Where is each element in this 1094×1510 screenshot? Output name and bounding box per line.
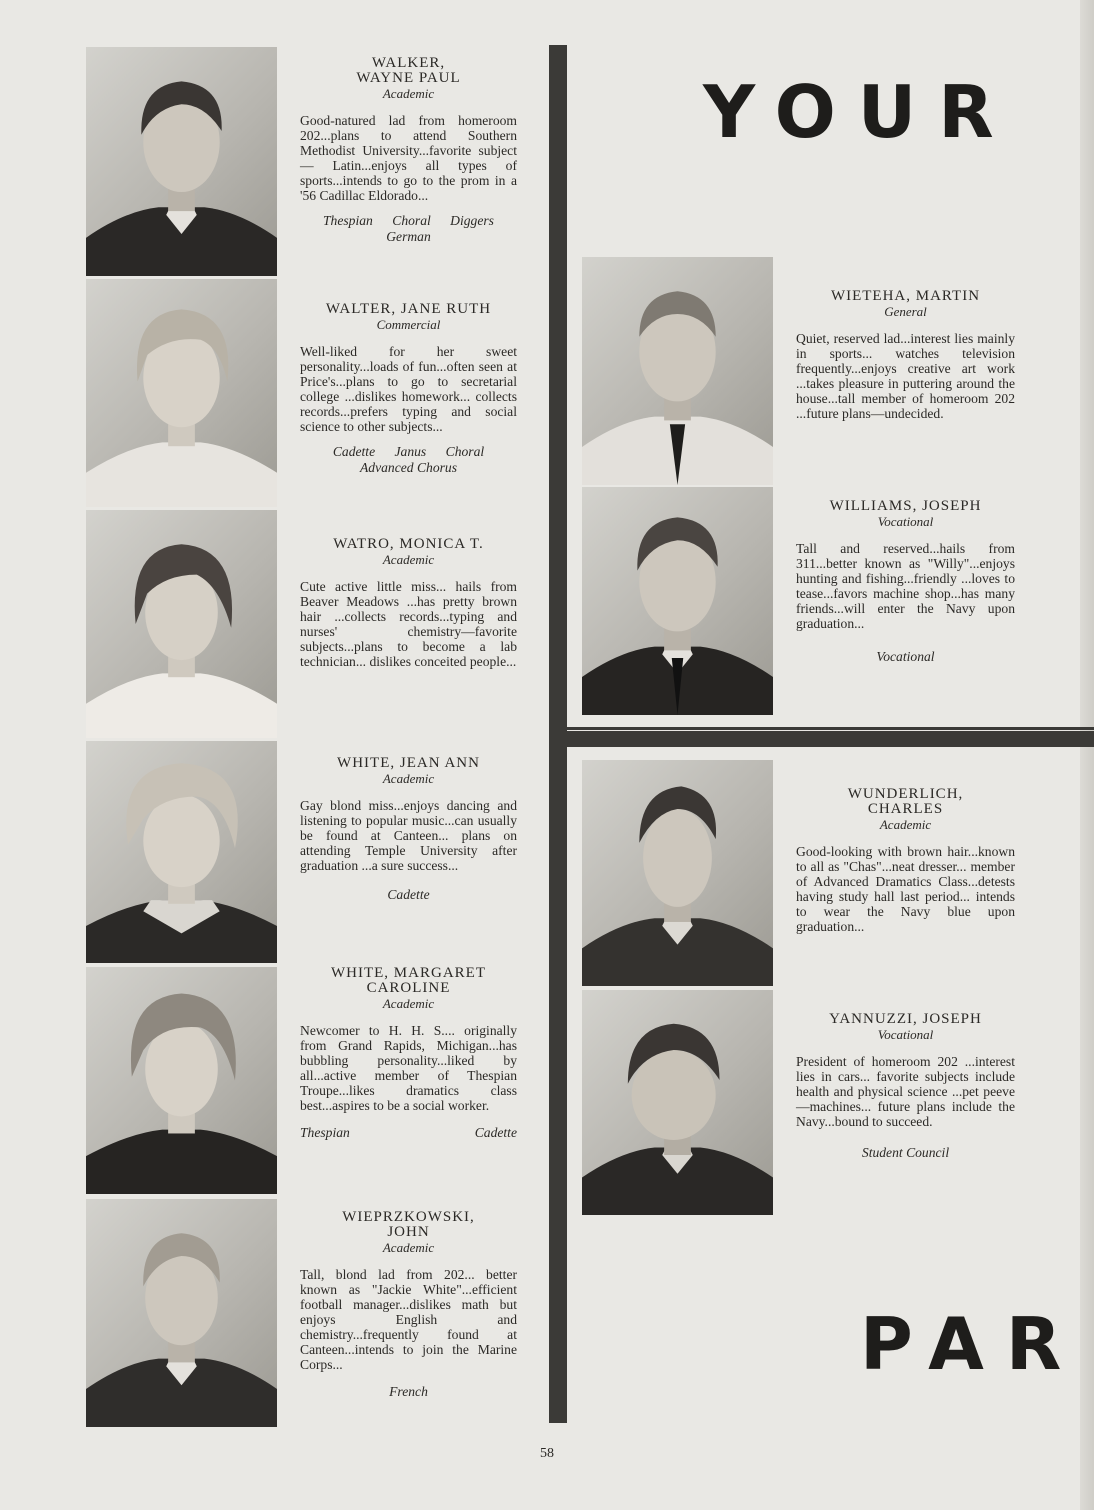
student-course: Vocational — [877, 1027, 934, 1042]
activity-cadette: Cadette — [474, 1125, 517, 1140]
activities-line: Advanced Chorus — [359, 460, 458, 475]
student-entry-wunderlich — [796, 787, 1015, 934]
portrait-yannuzzi-joseph — [582, 990, 773, 1215]
student-bio: Tall and reserved...hails from 311...better known as "Willy"...enjoys hunting and fishing...friendly ...loves to tease...favors machine shop...has many friends...will enter the Navy upon graduation... — [796, 541, 1015, 631]
portrait-williams-joseph — [582, 487, 773, 715]
student-activities — [300, 887, 517, 903]
student-name: YANNUZZI, JOSEPH — [829, 1011, 982, 1027]
student-bio: Good-looking with brown hair...known to all as "Chas"...neat dresser... member of Advanced Dramatics Class...detests having study hall last period... intends to wear the Navy blue upon graduation... — [796, 844, 1015, 934]
student-name: WUNDERLICH, CHARLES — [847, 786, 964, 817]
student-name: WALTER, JANE RUTH — [325, 301, 492, 317]
student-entry-williams — [796, 499, 1015, 665]
student-course: Academic — [879, 817, 932, 832]
student-bio: Tall, blond lad from 202... better known as "Jackie White"...efficient football manager...dislikes math but enjoys English and chemistry...frequently found at Canteen...intends to join the Marine Corps... — [300, 1267, 517, 1372]
portrait-white-jean — [86, 741, 277, 963]
student-name: WIETEHA, MARTIN — [830, 288, 981, 304]
student-course: Academic — [382, 996, 435, 1011]
student-activities — [796, 1145, 1015, 1161]
student-bio: Cute active little miss... hails from Beaver Meadows ...has pretty brown hair ...collects records...typing and nurses' chemistry—favorite subjects...plans to become a lab technician... dislikes conceited people... — [300, 579, 517, 669]
student-activities — [300, 1384, 517, 1400]
portrait-white-margaret — [86, 967, 277, 1194]
student-bio: Gay blond miss...enjoys dancing and listening to popular music...can usually be found at Canteen... plans on attending Temple University after graduation ...a sure success... — [300, 798, 517, 873]
right-column-rule-upper — [567, 727, 1094, 730]
student-bio: President of homeroom 202 ...interest lies in cars... favorite subjects include health and physical science ...pet peeve—machines... future plans include the Navy...bound to succeed. — [796, 1054, 1015, 1129]
student-name: WILLIAMS, JOSEPH — [829, 498, 982, 514]
student-activities — [300, 444, 517, 476]
right-column-divider-bar — [567, 731, 1094, 747]
portrait-wieteha-martin — [582, 257, 773, 485]
page-edge — [1080, 0, 1094, 1510]
activities-line: Thespian Choral Diggers — [323, 213, 494, 228]
student-course: Academic — [382, 552, 435, 567]
portrait-watro-monica — [86, 510, 277, 738]
activities-line: German — [386, 229, 431, 244]
student-name: WALKER, WAYNE PAUL — [356, 55, 461, 86]
activities-line: Cadette — [387, 887, 430, 902]
student-bio: Newcomer to H. H. S.... originally from Grand Rapids, Michigan...has bubbling personality...liked by all...active member of Thespian Troupe...likes dramatics class best...aspires to be a social worker. — [300, 1023, 517, 1113]
portrait-walker-wayne — [86, 47, 277, 276]
student-entry-wieprzkowski — [300, 1210, 517, 1400]
center-divider — [549, 45, 567, 1423]
student-name: WATRO, MONICA T. — [333, 536, 484, 552]
student-entry-white-jean — [300, 756, 517, 903]
activities-line: Cadette Janus Choral — [332, 444, 485, 459]
page-number: 58 — [540, 1446, 554, 1461]
student-activities — [300, 1125, 517, 1141]
headline-your: YOUR — [703, 70, 1016, 154]
student-name: WHITE, JEAN ANN — [337, 755, 480, 771]
student-name: WHITE, MARGARET CAROLINE — [331, 965, 486, 996]
student-entry-yannuzzi — [796, 1012, 1015, 1161]
student-course: Academic — [382, 86, 435, 101]
student-entry-walker — [300, 56, 517, 245]
student-course: Academic — [382, 771, 435, 786]
activities-line: Student Council — [861, 1145, 950, 1160]
portrait-wunderlich-charles — [582, 760, 773, 986]
student-activities — [300, 213, 517, 245]
portrait-walter-jane — [86, 279, 277, 507]
student-course: Commercial — [376, 317, 441, 332]
student-course: Vocational — [877, 514, 934, 529]
student-bio: Quiet, reserved lad...interest lies mainly in sports... watches television frequently...enjoys creative art work ...takes pleasure in puttering around the house...tall member of homeroom 202 ...future plans—undecided. — [796, 331, 1015, 421]
portrait-wieprzkowski-john — [86, 1199, 277, 1427]
student-course: Academic — [382, 1240, 435, 1255]
student-entry-watro — [300, 537, 517, 669]
student-entry-walter — [300, 302, 517, 476]
activities-line: Vocational — [876, 649, 935, 664]
student-course: General — [884, 304, 927, 319]
student-name: WIEPRZKOWSKI, JOHN — [342, 1209, 475, 1240]
student-activities — [796, 649, 1015, 665]
student-entry-wieteha — [796, 289, 1015, 421]
student-entry-white-margaret — [300, 966, 517, 1141]
activity-thespian: Thespian — [300, 1125, 350, 1140]
student-bio: Well-liked for her sweet personality...loads of fun...often seen at Price's...plans to go to secretarial college ...dislikes homework... collects records...prefers typing and social science to other subjects... — [300, 344, 517, 434]
activities-line: French — [389, 1384, 428, 1399]
headline-par: PAR — [860, 1302, 1084, 1386]
student-bio: Good-natured lad from homeroom 202...plans to attend Southern Methodist University...favorite subject — Latin...enjoys all types of sports...intends to go to the prom in a '56 Cadillac Eldorado... — [300, 113, 517, 203]
